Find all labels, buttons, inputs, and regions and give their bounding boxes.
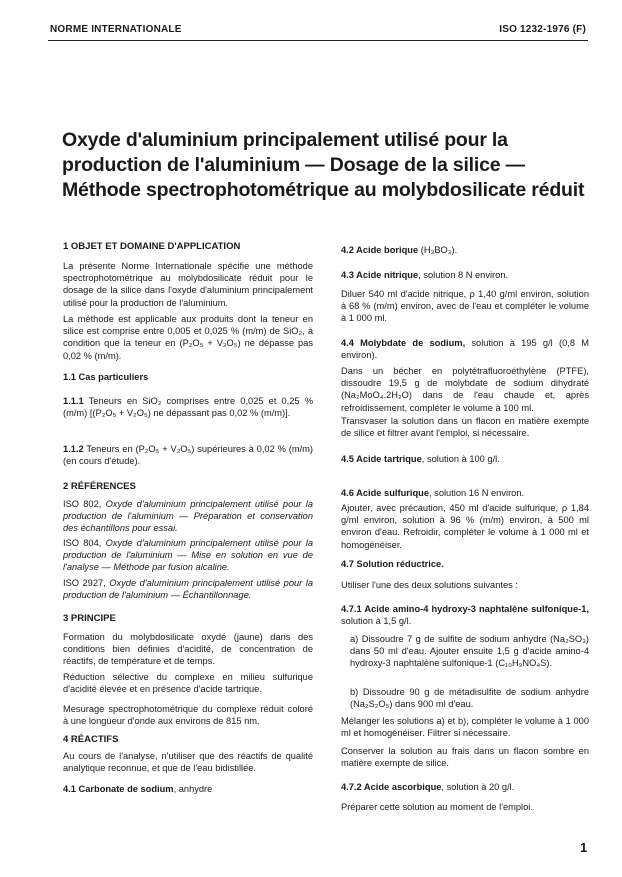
clause-4-2	[341, 244, 589, 256]
clause-text: , anhydre	[173, 784, 213, 794]
clause-text: (H₃BO₃).	[418, 245, 458, 255]
clause-title: 4.1 Carbonate de sodium	[63, 784, 174, 794]
clause-4-5	[341, 453, 589, 465]
section-3-heading: 3 PRINCIPE	[63, 613, 116, 624]
section-3-paragraph: Réduction sélective du complexe en milieu sulfurique d'acidité élevée et en présence d'acide tartrique.	[63, 672, 313, 695]
clause-text: Teneurs en (P₂O₅ + V₂O₅) supérieures à 0,02 % (m/m) (en cours d'étude).	[63, 444, 313, 467]
section-1-1-heading: 1.1 Cas particuliers	[63, 372, 149, 382]
header-divider	[48, 40, 588, 41]
clause-text: , solution 8 N environ.	[418, 270, 509, 280]
clause-number: 1.1.1	[63, 396, 84, 406]
section-2-heading: 2 RÉFÉRENCES	[63, 481, 136, 492]
clause-4-7-2	[341, 781, 589, 793]
clause-paragraph: Mélanger les solutions a) et b), compléter le volume à 1 000 ml et homogénéiser. Filtrer si nécessaire.	[341, 716, 589, 739]
clause-title: 4.2 Acide borique	[341, 245, 419, 255]
clause-paragraph: Dans un bécher en polytétrafluoroéthylène (PTFE), dissoudre 19,5 g de molybdate de sodium dihydraté (Na₂MoO₄.2H₂O) dans de l'eau chaude et, après refroidissement, compléter le volume à 100 ml.	[341, 366, 589, 413]
clause-4-6	[341, 487, 589, 499]
section-1-paragraph: La présente Norme Internationale spécifie une méthode spectrophotométrique au molybdosilicate réduit pour le dosage de la silice dans l'oxyde d'aluminium principalement utilisé pour la production de l'aluminium.	[63, 261, 313, 308]
clause-number: 1.1.2	[63, 444, 84, 454]
clause-4-7-1	[341, 603, 589, 627]
clause-text: solution à 1,5 g/l.	[341, 616, 412, 627]
section-1-heading: 1 OBJET ET DOMAINE D'APPLICATION	[63, 241, 241, 252]
section-3-paragraph: Formation du molybdosilicate oxydé (jaune) dans des conditions bien définies d'acidité, de concentration de réactifs, de température et de temps.	[63, 632, 313, 667]
reference-item	[63, 498, 313, 535]
document-title: Oxyde d'aluminium principalement utilisé pour la production de l'aluminium — Dosage de la silice — Méthode spectrophotométrique au molybdosilicate réduit	[62, 129, 585, 201]
reference-item	[63, 537, 313, 574]
clause-paragraph: Préparer cette solution au moment de l'emploi.	[341, 802, 533, 812]
clause-paragraph: Diluer 540 ml d'acide nitrique, ρ 1,40 g/ml environ, solution à 68 % (m/m) environ, avec de l'eau et compléter le volume à 1 000 ml.	[341, 289, 589, 324]
section-4-heading: 4 RÉACTIFS	[63, 734, 119, 745]
clause-paragraph: Utiliser l'une des deux solutions suivantes :	[341, 580, 518, 590]
section-4-paragraph: Au cours de l'analyse, n'utiliser que des réactifs de qualité analytique reconnue, et que de l'eau bidistillée.	[63, 751, 313, 774]
clause-text: solution à 195 g/l (0,8 M environ).	[341, 338, 589, 361]
clause-title: 4.6 Acide sulfurique	[341, 488, 429, 498]
page-number: 1	[580, 840, 588, 855]
list-item-a: a) Dissoudre 7 g de sulfite de sodium anhydre (Na₂SO₃) dans 50 ml d'eau. Ajouter ensuite 1,5 g d'acide amino-4 hydroxy-3 naphtalène sulfonique-1 (C₁₀H₉NO₄S).	[350, 634, 589, 669]
reference-title: Oxyde d'aluminium principalement utilisé pour la production de l'aluminium — Échantillonnage.	[63, 578, 314, 601]
clause-text: , solution à 100 g/l.	[421, 454, 500, 464]
reference-code: ISO 2927,	[63, 578, 110, 588]
reference-code: ISO 804,	[63, 538, 106, 548]
list-item-b: b) Dissoudre 90 g de métadisulfite de sodium anhydre (Na₂S₂O₅) dans 900 ml d'eau.	[350, 687, 589, 710]
clause-paragraph: Conserver la solution au frais dans un flacon sombre en matière exempte de silice.	[341, 746, 589, 769]
header-standard-type: NORME INTERNATIONALE	[50, 24, 182, 35]
clause-text: , solution à 20 g/l.	[441, 782, 515, 792]
reference-item	[63, 577, 313, 601]
clause-4-3	[341, 269, 589, 281]
section-1-paragraph: La méthode est applicable aux produits dont la teneur en silice est comprise entre 0,005 et 0,025 % (m/m) de SiO₂, à condition que la teneur en (P₂O₅ + V₂O₅) ne dépasse pas 0,02 % (m/m).	[63, 314, 313, 361]
clause-title: 4.5 Acide tartrique	[341, 454, 422, 464]
clause-text: , solution 16 N environ.	[429, 488, 525, 498]
clause-4-1	[63, 783, 313, 795]
section-1-1-1	[63, 395, 313, 419]
section-3-paragraph: Mesurage spectrophotométrique du complexe réduit coloré à une longueur d'onde aux environs de 815 nm.	[63, 704, 313, 727]
clause-paragraph: Ajouter, avec précaution, 450 ml d'acide sulfurique, ρ 1,84 g/ml environ, solution à 96 % (m/m) environ, à 500 ml environ d'eau. Refroidir, compléter le volume à 1 000 ml et homogénéiser.	[341, 503, 589, 550]
clause-4-4	[341, 337, 589, 361]
section-1-1-2	[63, 443, 313, 467]
clause-title: 4.7.1 Acide amino-4 hydroxy-3 naphtalène sulfonique-1,	[341, 604, 589, 614]
clause-title: 4.3 Acide nitrique	[341, 270, 419, 280]
reference-code: ISO 802,	[63, 499, 106, 509]
clause-4-7-heading: 4.7 Solution réductrice.	[341, 559, 444, 569]
reference-title: Oxyde d'aluminium principalement utilisé pour la production de l'aluminium — Mise en solution en vue de l'analyse — Méthode par fusion alcaline.	[63, 538, 313, 573]
clause-title: 4.4 Molybdate de sodium,	[341, 338, 466, 348]
header-standard-number: ISO 1232-1976 (F)	[499, 24, 586, 35]
clause-title: 4.7.2 Acide ascorbique	[341, 782, 442, 792]
clause-text: Teneurs en SiO₂ comprises entre 0,025 et 0,25 % (m/m) [(P₂O₅ + V₂O₅) ne dépassant pas 0,02 % (m/m)].	[63, 396, 313, 419]
reference-title: Oxyde d'aluminium principalement utilisé pour la production de l'aluminium — Préparation et conservation des échantillons pour essai.	[63, 499, 313, 534]
clause-paragraph: Transvaser la solution dans un flacon en matière exempte de silice et filtrer avant l'emploi, si nécessaire.	[341, 416, 589, 439]
